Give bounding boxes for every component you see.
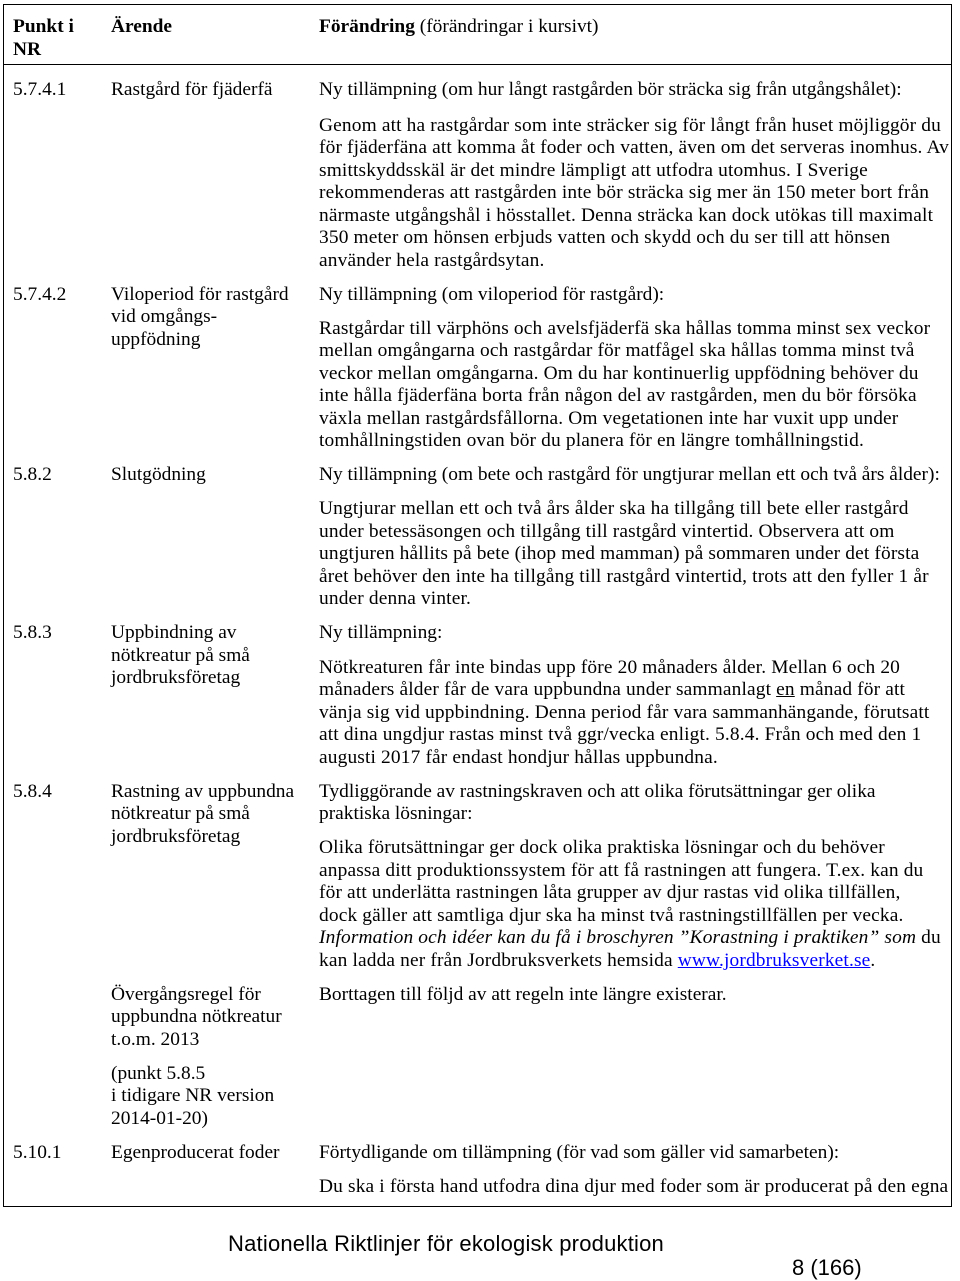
- change-heading-line: Ny tillämpning:: [319, 622, 443, 644]
- header-cell-arende: [101, 16, 308, 64]
- punkt-number: 5.8.2: [13, 464, 52, 486]
- row-overgangsregel: [4, 984, 951, 1142]
- punkt-cell: [4, 984, 101, 1142]
- row-5-7-4-1: [4, 79, 951, 284]
- change-text: [319, 1176, 951, 1199]
- page-number: 8 (166): [792, 1255, 862, 1280]
- text-segment: du: [921, 927, 941, 949]
- change-heading: [319, 464, 951, 487]
- change-heading: [319, 284, 951, 307]
- arende-line: Rastgård för fjäderfä: [111, 78, 273, 100]
- change-text-line: [319, 927, 951, 950]
- arende-line: Viloperiod för rastgård: [111, 283, 289, 305]
- punkt-cell: [4, 79, 101, 284]
- row-5-10-1: [4, 1142, 951, 1210]
- arende-line: jordbruksföretag: [111, 667, 241, 689]
- change-text-line: Olika förutsättningar ger dock olika praktiska lösningar och du behöver: [319, 837, 885, 859]
- change-heading: [319, 79, 951, 102]
- text-segment: månaders ålder får de vara uppbundna under sammanlagt: [319, 679, 772, 701]
- table-header-row: [4, 5, 951, 65]
- arende-paragraph: [111, 284, 308, 352]
- arende-cell: [101, 79, 308, 284]
- change-heading: [319, 781, 951, 826]
- arende-line: nötkreatur på små: [111, 644, 250, 666]
- arende-paragraph: [111, 622, 308, 690]
- header-punkt-line: Punkt i: [13, 16, 74, 37]
- arende-line: Rastning av uppbundna: [111, 780, 295, 802]
- arende-line: (punkt 5.8.5: [111, 1062, 206, 1084]
- change-heading-line: Ny tillämpning (om bete och rastgård för ungtjurar mellan ett och två års ålder):: [319, 464, 940, 486]
- change-heading-line: Ny tillämpning (om viloperiod för rastgård):: [319, 283, 665, 305]
- forandring-cell: [308, 1142, 951, 1210]
- punkt-number: 5.7.4.2: [13, 283, 67, 305]
- change-text-line: rekommenderas att rastgården inte bör sträcka sig mer än 150 meter bort från: [319, 182, 930, 203]
- arende-line: Övergångsregel för: [111, 983, 261, 1005]
- change-text-line: växla mellan rastgårdsfållorna. Om vegetationen inte har vuxit upp under: [319, 407, 899, 429]
- arende-line: Uppbindning av: [111, 622, 237, 644]
- change-text: [319, 657, 951, 770]
- arende-line: nötkreatur på små: [111, 803, 250, 825]
- forandring-cell: [308, 464, 951, 622]
- header-forandring-line: [319, 16, 951, 39]
- change-text-line: mellan omgångarna och rastgårdar för matfågel ska hållas tomma minst två: [319, 340, 915, 362]
- arende-line: vid omgångs-: [111, 306, 218, 328]
- change-text-line: veckor mellan omgångarna. Om du har kontinuerlig uppfödning behöver du: [319, 362, 919, 384]
- change-text-line: Du ska i första hand utfodra dina djur med foder som är producerat på den egna: [319, 1176, 949, 1198]
- row-5-8-2: [4, 464, 951, 622]
- change-text: [319, 318, 951, 453]
- change-text-line: inte hålla fjäderfäna borta från någon del av rastgården, men du bör försöka: [319, 385, 917, 407]
- table-body: [4, 65, 951, 1210]
- change-text-line: anpassa ditt produktionssystem för att få rastningen att fungera. T.ex. kan du: [319, 859, 924, 881]
- change-heading-line: Förtydligande om tillämpning (för vad som gäller vid samarbeten):: [319, 1142, 840, 1164]
- arende-cell: [101, 284, 308, 465]
- change-heading-line: Borttagen till följd av att regeln inte längre existerar.: [319, 983, 727, 1005]
- change-text-line: 350 meter om hönsen erbjuds vatten och skydd och du ser till att hönsen: [319, 227, 891, 248]
- underlined-word: en: [776, 679, 795, 701]
- arende-cell: [101, 464, 308, 622]
- changes-table: [3, 4, 952, 1207]
- arende-line: 2014-01-20): [111, 1107, 208, 1129]
- forandring-cell: [308, 781, 951, 984]
- change-text-line: tomhållningstiden ovan bör du planera för en längre tomhållningstid.: [319, 430, 864, 452]
- change-text-line: Genom att ha rastgårdar som inte sträcker sig för långt från huset möjliggör du: [319, 114, 941, 136]
- arende-line: uppbundna nötkreatur: [111, 1006, 282, 1028]
- arende-line: t.o.m. 2013: [111, 1028, 200, 1050]
- change-heading-line: praktiska lösningar:: [319, 803, 473, 825]
- change-text-line: för att underlätta rastningen låta grupper av djur rastas vid olika tillfällen,: [319, 882, 901, 904]
- header-arende-label: Ärende: [111, 16, 173, 37]
- change-text: [319, 837, 951, 972]
- arende-paragraph: [111, 984, 308, 1052]
- punkt-cell: [4, 622, 101, 780]
- arende-line: Egenproducerat foder: [111, 1142, 280, 1164]
- arende-cell: [101, 1142, 308, 1210]
- header-forandring-label: Förändring: [319, 16, 415, 37]
- punkt-number: 5.10.1: [13, 1142, 62, 1164]
- change-text-line: Rastgårdar till värphöns och avelsfjäderfä ska hållas tomma minst sex veckor: [319, 317, 931, 339]
- change-text-line: Ungtjurar mellan ett och två års ålder ska ha tillgång till bete eller rastgård: [319, 498, 909, 520]
- change-text-line: augusti 2017 får endast hondjur hållas uppbundna.: [319, 746, 718, 768]
- forandring-cell: [308, 79, 951, 284]
- header-cell-punkt: [4, 16, 101, 64]
- header-forandring-note: (förändringar i kursivt): [419, 16, 599, 37]
- text-segment: kan ladda ner från Jordbruksverkets hemsida: [319, 949, 673, 971]
- forandring-cell: [308, 284, 951, 465]
- arende-cell: [101, 984, 308, 1142]
- text-segment: .: [870, 949, 876, 971]
- text-segment: månad för att: [799, 679, 906, 701]
- row-5-8-4: [4, 781, 951, 984]
- forandring-cell: [308, 622, 951, 780]
- arende-line: jordbruksföretag: [111, 825, 241, 847]
- arende-paragraph: [111, 79, 308, 102]
- arende-line: uppfödning: [111, 328, 201, 350]
- row-5-8-3: [4, 622, 951, 780]
- punkt-cell: [4, 464, 101, 622]
- change-text-line: smittskyddsskäl är det mindre lämpligt att utfodra utomhus. I Sverige: [319, 159, 868, 181]
- arende-cell: [101, 781, 308, 984]
- change-text-line: under denna vinter.: [319, 588, 472, 610]
- change-text-line: Nötkreaturen får inte bindas upp före 20 månaders ålder. Mellan 6 och 20: [319, 656, 901, 678]
- change-text: [319, 115, 951, 273]
- punkt-cell: [4, 1142, 101, 1210]
- change-heading: [319, 984, 951, 1007]
- forandring-cell: [308, 984, 951, 1142]
- arende-paragraph: [111, 781, 308, 849]
- punkt-number: 5.8.4: [13, 780, 52, 802]
- change-text-line: under betessäsongen och tillgång till rastgård vintertid. Observera att om: [319, 520, 895, 542]
- arende-paragraph: [111, 1142, 308, 1165]
- change-text-line: att dina ungdjur rastas minst två ggr/vecka enligt. 5.8.4. Från och med den 1: [319, 724, 922, 746]
- change-text-line: [319, 679, 951, 702]
- change-text-line: använder hela rastgårdsytan.: [319, 249, 545, 271]
- change-text-line: närmaste utgångshål i hösstallet. Denna sträcka kan dock utökas till maximalt: [319, 204, 934, 226]
- italic-text: Information och idéer kan du få i broschyren ”Korastning i praktiken” som: [319, 927, 917, 949]
- punkt-number: 5.7.4.1: [13, 78, 67, 100]
- change-text-line: vänja sig vid uppbindning. Denna period får vara sammanhängande, förutsatt: [319, 701, 930, 723]
- change-text-line: för fjäderfäna att komma åt foder och vatten, även om det serveras inomhus. Av: [319, 137, 950, 158]
- punkt-number: 5.8.3: [13, 622, 52, 644]
- punkt-cell: [4, 284, 101, 465]
- footer-title: Nationella Riktlinjer för ekologisk produktion: [228, 1231, 664, 1256]
- change-text: [319, 498, 951, 611]
- jordbruksverket-link[interactable]: www.jordbruksverket.se: [677, 949, 871, 971]
- arende-paragraph: [111, 1063, 308, 1131]
- header-cell-forandring: [308, 16, 951, 64]
- arende-paragraph: [111, 464, 308, 487]
- change-text-line: året behöver den inte ha tillgång till rastgård vintertid, trots att den fyller 1 år: [319, 565, 929, 587]
- change-heading-line: Ny tillämpning (om hur långt rastgården bör sträcka sig från utgångshålet):: [319, 78, 902, 100]
- punkt-cell: [4, 781, 101, 984]
- arende-line: Slutgödning: [111, 464, 206, 486]
- change-text-line: dock gäller att samtliga djur ska ha minst två rastningstillfällen per vecka.: [319, 904, 904, 926]
- header-punkt-line: NR: [13, 38, 42, 60]
- change-text-line: ungtjuren hållits på bete (ihop med mamman) på sommaren under det första: [319, 543, 920, 565]
- arende-cell: [101, 622, 308, 780]
- row-5-7-4-2: [4, 284, 951, 465]
- change-text-line: [319, 950, 951, 973]
- change-heading-line: Tydliggörande av rastningskraven och att olika förutsättningar ger olika: [319, 780, 876, 802]
- change-heading: [319, 622, 951, 645]
- arende-line: i tidigare NR version: [111, 1085, 275, 1107]
- change-heading: [319, 1142, 951, 1165]
